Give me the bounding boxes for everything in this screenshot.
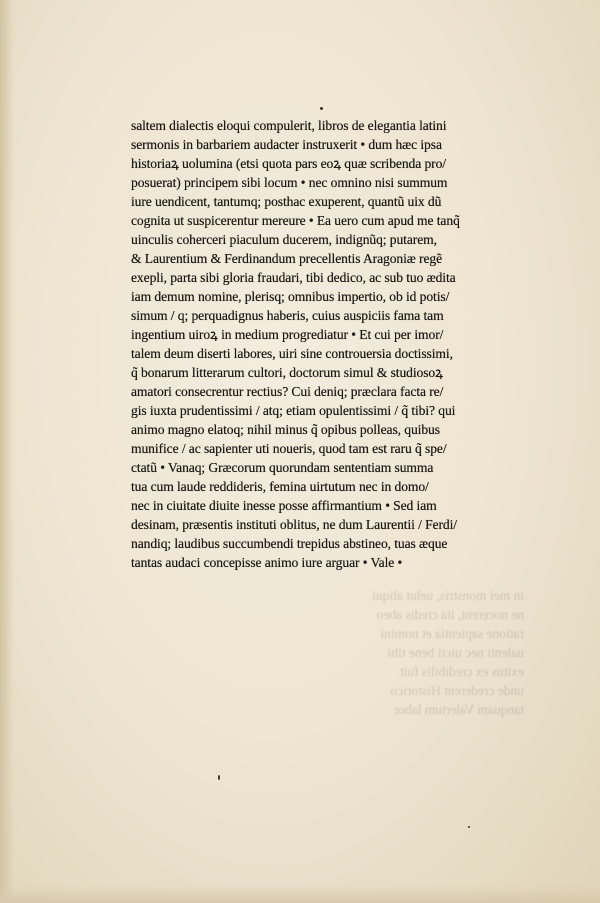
text-line: simum / q; perquadignus haberis, cuius auspiciis fama tam — [131, 308, 444, 323]
latin-text-block — [131, 116, 522, 572]
bleed-through-line: ratione sapientia et nomini — [380, 626, 524, 641]
text-line: amatori consecrentur rectius? Cui deniq; præclara facta re/ — [131, 384, 444, 399]
text-line: q̃ bonarum litterarum cultori, doctorum simul & studiosoꝝ — [131, 365, 443, 380]
text-line: & Laurentium & Ferdinandum precellentis Aragoniæ regẽ — [131, 251, 443, 266]
ink-speck — [218, 775, 220, 780]
text-line: historiaꝝ uolumina (etsi quota pars eoꝝ quæ scribenda pro/ — [131, 156, 446, 171]
text-line: cognita ut suspicerentur mereure • Ea uero cum apud me tanq̃ — [131, 213, 460, 228]
bleed-through-line: unde crederent Historico — [390, 683, 524, 698]
bleed-through-line: tanquam Valerium labor — [393, 702, 524, 717]
bleed-through-line: exitus ex credibilis fuit — [399, 664, 524, 679]
text-line: nec in ciuitate diuite inesse posse affirmantium • Sed iam — [131, 498, 437, 513]
page-edge-shadow — [0, 0, 14, 903]
bleed-through-text — [134, 586, 524, 719]
text-line: sermonis in barbariem audacter instruxerit • dum hæc ipsa — [131, 137, 442, 152]
text-line: iure uendicent, tantumq; posthac exuperent, quantũ uix dũ — [131, 194, 442, 209]
text-line: uinculis coherceri piaculum ducerem, indignũq; putarem, — [131, 232, 437, 247]
ink-speck — [320, 107, 323, 110]
text-line: gis iuxta prudentissimi / atq; etiam opulentissimi / q̃ tibi? qui — [131, 403, 456, 418]
text-line: nandiq; laudibus succumbendi trepidus abstineo, tuas æque — [131, 536, 448, 551]
text-line: saltem dialectis eloqui compulerit, libros de elegantia latini — [131, 118, 447, 133]
page-bottom-shadow — [0, 885, 600, 903]
text-line: ingentium uiroꝝ in medium progrediatur • Et cui per imor/ — [131, 327, 444, 342]
text-line: animo magno elatoq; nihil minus q̃ opibus polleas, quibus — [131, 422, 440, 437]
text-line: talem deum diserti labores, uiri sine controuersia doctissimi, — [131, 346, 453, 361]
text-line: posuerat) principem sibi locum • nec omnino nisi summum — [131, 175, 448, 190]
text-line: exepli, parta sibi gloria fraudari, tibi dedico, ac sub tuo ædita — [131, 270, 456, 285]
bleed-through-line: ualenti nec uicti bene tibi — [387, 645, 524, 660]
text-line: ctatũ • Vanaq; Græcorum quorundam sententiam summa — [131, 460, 434, 475]
text-line: tantas audaci concepisse animo iure arguar • Vale • — [131, 555, 403, 570]
bleed-through-line: ne nocerent, ita credis abeo — [376, 607, 524, 622]
text-line: iam demum nomine, plerisq; omnibus impertio, ob id potis/ — [131, 289, 450, 304]
ink-speck — [468, 826, 470, 828]
text-line: munifice / ac sapienter uti noueris, quod tam est raru q̃ spe/ — [131, 441, 447, 456]
bleed-through-line: in mei monstris, uelut aliqui — [372, 588, 524, 603]
text-line: tua cum laude reddideris, femina uirtutum nec in domo/ — [131, 479, 429, 494]
text-line: desinam, præsentis instituti oblitus, ne dum Laurentii / Ferdi/ — [131, 517, 457, 532]
